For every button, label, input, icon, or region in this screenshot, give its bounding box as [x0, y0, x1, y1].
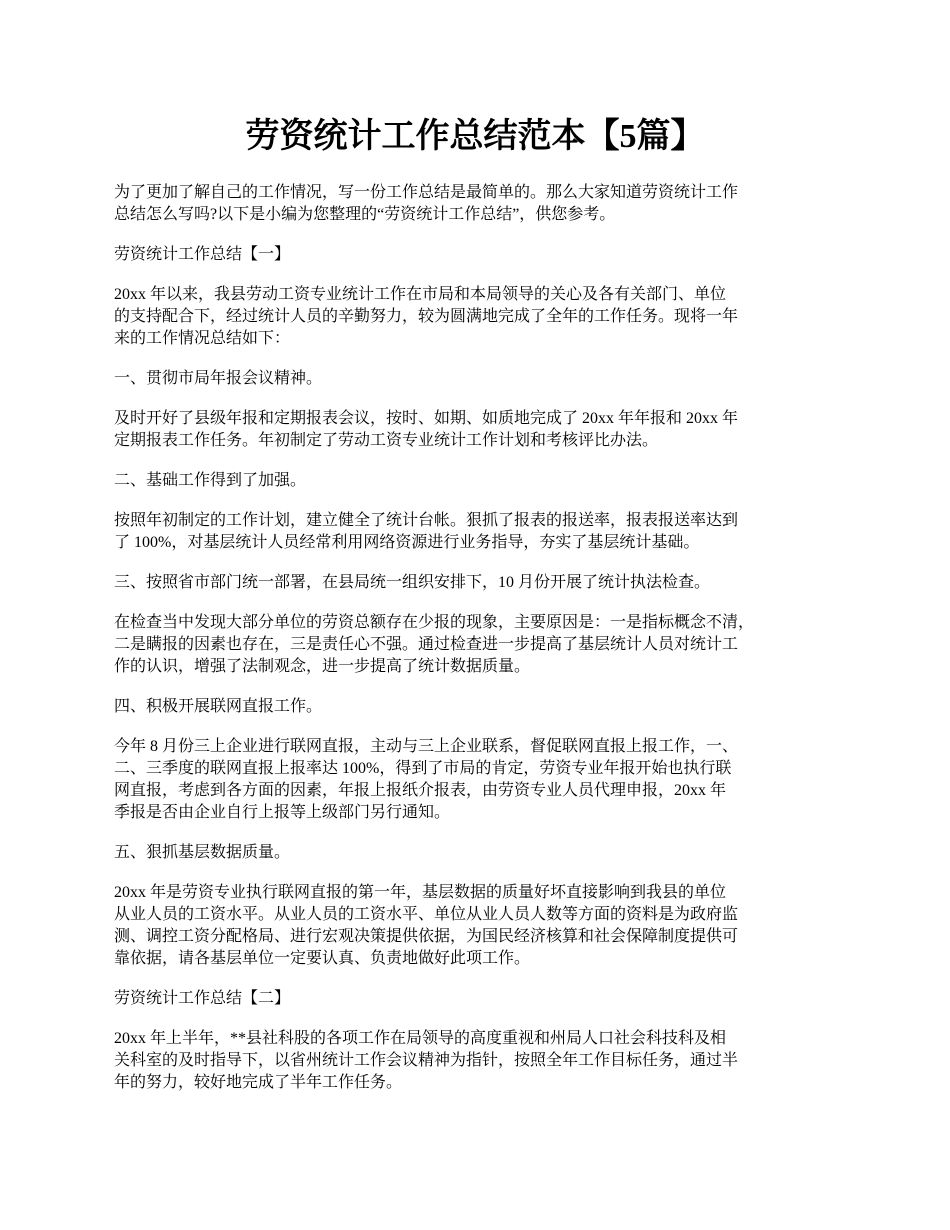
body-paragraph: 20xx 年以来，我县劳动工资专业统计工作在市局和本局领导的关心及各有关部门、单位 的支持配合下，经过统计人员的辛勤努力，较为圆满地完成了全年的工作任务。现将一年 来的工作情况总结如下： [114, 286, 739, 347]
intro-paragraph: 为了更加了解自己的工作情况，写一份工作总结是最简单的。那么大家知道劳资统计工作 总结怎么写吗?以下是小编为您整理的“劳资统计工作总结”，供您参考。 [114, 184, 739, 223]
document-body [114, 182, 854, 1112]
subheading-3: 三、按照省市部门统一部署，在县局统一组织安排下，10 月份开展了统计执法检查。 [114, 574, 711, 591]
subheading-4: 四、积极开展联网直报工作。 [114, 698, 323, 715]
body-paragraph: 今年 8 月份三上企业进行联网直报，主动与三上企业联系，督促联网直报上报工作，一、 二、三季度的联网直报上报率达 100%，得到了市局的肯定，劳资专业年报开始也执行联 网直报，考虑到各方面的因素，年报上报纸介报表，由劳资专业人员代理申报，20xx 年 季报是否由企业自行上报等上级部门另行通知。 [114, 738, 739, 821]
subheading-1: 一、贯彻市局年报会议精神。 [114, 370, 323, 387]
body-paragraph: 20xx 年上半年，**县社科股的各项工作在局领导的高度重视和州局人口社会科技科及相 关科室的及时指导下，以省州统计工作会议精神为指针，按照全年工作目标任务，通过半 年的努力，较好地完成了半年工作任务。 [114, 1030, 739, 1091]
body-paragraph: 20xx 年是劳资专业执行联网直报的第一年，基层数据的质量好坏直接影响到我县的单位 从业人员的工资水平。从业人员的工资水平、单位从业人员人数等方面的资料是为政府监 测、调控工资分配格局、进行宏观决策提供依据，为国民经济核算和社会保障制度提供可 靠依据，请各基层单位一定要认真、负责地做好此项工作。 [114, 884, 739, 967]
subheading-5: 五、狠抓基层数据质量。 [114, 844, 291, 861]
subheading-2: 二、基础工作得到了加强。 [114, 472, 307, 489]
body-paragraph: 按照年初制定的工作计划，建立健全了统计台帐。狠抓了报表的报送率，报表报送率达到 了 100%，对基层统计人员经常利用网络资源进行业务指导，夯实了基层统计基础。 [114, 512, 739, 551]
document-title: 劳资统计工作总结范本【5篇】 [245, 118, 705, 155]
body-paragraph: 在检查当中发现大部分单位的劳资总额存在少报的现象，主要原因是：一是指标概念不清， 二是瞒报的因素也存在，三是责任心不强。通过检查进一步提高了基层统计人员对统计工 作的认识，增强了法制观念，进一步提高了统计数据质量。 [114, 614, 755, 675]
section-heading-2: 劳资统计工作总结【二】 [114, 990, 291, 1007]
section-heading-1: 劳资统计工作总结【一】 [114, 246, 291, 263]
body-paragraph: 及时开好了县级年报和定期报表会议，按时、如期、如质地完成了 20xx 年年报和 20xx 年 定期报表工作任务。年初制定了劳动工资专业统计工作计划和考核评比办法。 [114, 410, 739, 449]
